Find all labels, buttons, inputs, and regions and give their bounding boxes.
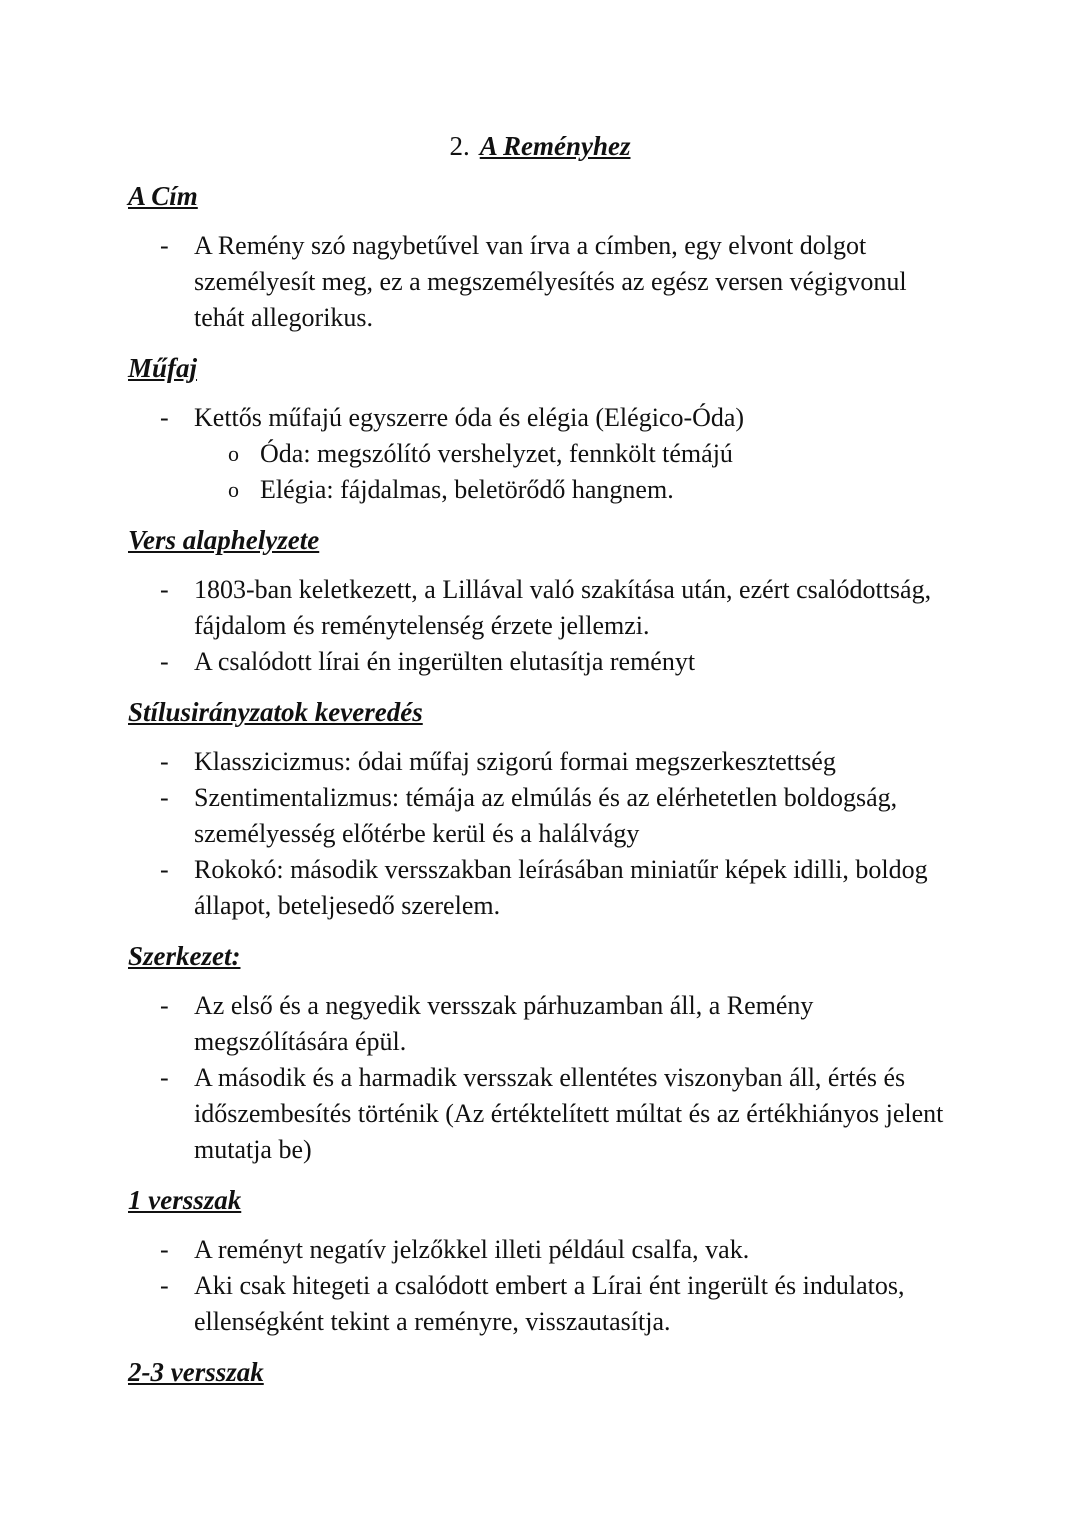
list-item (128, 852, 958, 924)
list-item-text: Klasszicizmus: ódai műfaj szigorú formai megszerkesztettség (194, 747, 836, 776)
bullet-list (128, 744, 958, 924)
list-item (128, 988, 958, 1060)
list-item (128, 1232, 958, 1268)
dash-bullet-icon: - (160, 231, 169, 260)
sub-list-item (228, 436, 958, 472)
section-heading: Szerkezet: (128, 941, 241, 971)
title-text: A Reményhez (479, 131, 631, 161)
section-heading: 2-3 versszak (128, 1357, 264, 1387)
list-item-text: A reményt negatív jelzőkkel illeti például csalfa, vak. (194, 1235, 750, 1264)
list-item (128, 744, 958, 780)
list-item (128, 780, 958, 852)
list-item-text: Szentimentalizmus: témája az elmúlás és az elérhetetlen boldogság, személyesség előtérbe kerül és a halálvágy (194, 783, 898, 848)
section-heading: Vers alaphelyzete (128, 525, 320, 555)
dash-bullet-icon: - (160, 783, 169, 812)
dash-bullet-icon: - (160, 575, 169, 604)
list-item (128, 1060, 958, 1168)
dash-bullet-icon: - (160, 1271, 169, 1300)
list-item-text: A második és a harmadik versszak ellentétes viszonyban áll, értés és időszembesítés történik (Az értéktelített múltat és az értékhiányos jelent mutatja be) (194, 1063, 944, 1164)
list-item-text: A Remény szó nagybetűvel van írva a címben, egy elvont dolgot személyesít meg, ez a megszemélyesítés az egész versen végigvonul tehát allegorikus. (194, 231, 907, 332)
list-item-text: A csalódott lírai én ingerülten elutasítja reményt (194, 647, 696, 676)
circle-bullet-icon: o (228, 441, 239, 466)
dash-bullet-icon: - (160, 1235, 169, 1264)
section-heading: A Cím (128, 181, 198, 211)
sub-list-item-text: Óda: megszólító vershelyzet, fennkölt témájú (260, 439, 733, 468)
bullet-list (128, 988, 958, 1168)
list-item-text: Aki csak hitegeti a csalódott embert a Lírai ént ingerült és indulatos, ellenségként tekint a reményre, visszautasítja. (194, 1271, 905, 1336)
sub-list-item-text: Elégia: fájdalmas, beletörődő hangnem. (260, 475, 674, 504)
section-heading: Műfaj (128, 353, 198, 383)
dash-bullet-icon: - (160, 991, 169, 1020)
list-item (128, 644, 958, 680)
sub-list (194, 436, 958, 508)
list-item (128, 1268, 958, 1340)
list-item (128, 228, 958, 336)
bullet-list (128, 1232, 958, 1340)
list-item-text: 1803-ban keletkezett, a Lillával való szakítása után, ezért csalódottság, fájdalom és reménytelenség érzete jellemzi. (194, 575, 932, 640)
section-heading: 1 versszak (128, 1185, 242, 1215)
bullet-list (128, 228, 958, 336)
document-title (0, 128, 1080, 164)
dash-bullet-icon: - (160, 747, 169, 776)
bullet-list (128, 400, 958, 508)
dash-bullet-icon: - (160, 1063, 169, 1092)
list-item (128, 572, 958, 644)
list-item-text: Kettős műfajú egyszerre óda és elégia (Elégico-Óda) (194, 403, 745, 432)
document-body (128, 178, 958, 1404)
title-number: 2. (449, 131, 470, 161)
dash-bullet-icon: - (160, 403, 169, 432)
dash-bullet-icon: - (160, 647, 169, 676)
circle-bullet-icon: o (228, 477, 239, 502)
section-heading: Stílusirányzatok keveredés (128, 697, 423, 727)
dash-bullet-icon: - (160, 855, 169, 884)
list-item-text: Rokokó: második versszakban leírásában miniatűr képek idilli, boldog állapot, beteljesedő szerelem. (194, 855, 928, 920)
sub-list-item (228, 472, 958, 508)
list-item (128, 400, 958, 508)
bullet-list (128, 572, 958, 680)
list-item-text: Az első és a negyedik versszak párhuzamban áll, a Remény megszólítására épül. (194, 991, 814, 1056)
